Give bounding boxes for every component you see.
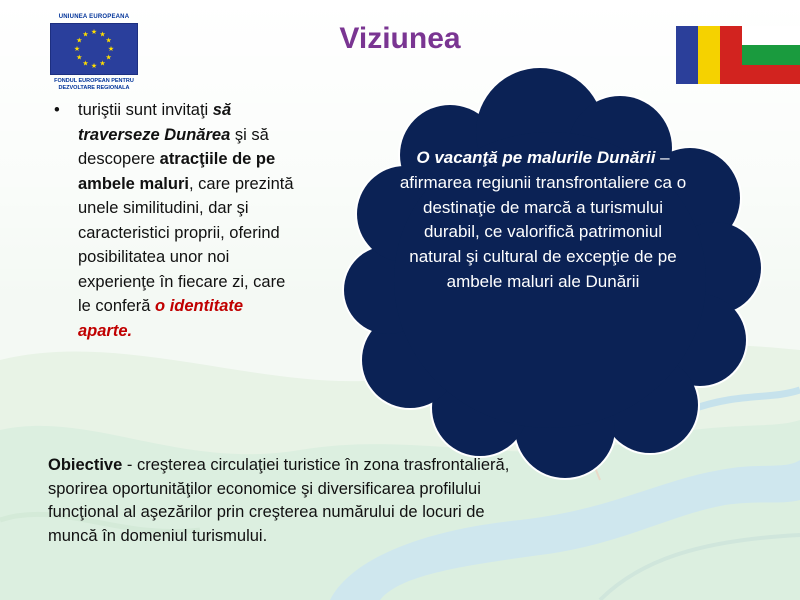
svg-text:★: ★	[99, 30, 106, 39]
eu-logo-bottom-line1: FONDUL EUROPEAN PENTRU	[54, 78, 134, 84]
svg-text:★: ★	[82, 30, 89, 39]
vision-statement	[398, 146, 688, 295]
bullet-text-1: turiştii sunt invitaţi	[78, 101, 213, 119]
objectives-paragraph	[48, 454, 518, 548]
bullet-text-6: o identitate aparte.	[78, 297, 244, 340]
bullet-icon: •	[54, 101, 60, 119]
svg-text:★: ★	[90, 28, 98, 36]
bullet-text-5: , care prezintă unele similitudini, dar şi caracteristici proprii, oferind posibilitatea unor noi experienţe în fiecare zi, care le conferă	[78, 174, 294, 315]
svg-text:★: ★	[105, 36, 112, 45]
svg-text:★: ★	[105, 53, 112, 62]
svg-text:★: ★	[73, 45, 81, 53]
vision-body: afirmarea regiunii transfrontaliere ca o destinaţie de marcă a turismului durabil, ce valorifică patrimoniul natural şi cultural de excepţie de pe ambele maluri ale Dunării	[399, 172, 687, 291]
bullet-text-2: să traverseze Dunărea	[78, 101, 232, 144]
svg-text:★: ★	[82, 59, 89, 68]
vision-dash: –	[655, 148, 670, 167]
vision-heading: O vacanţă pe malurile Dunării	[416, 148, 656, 167]
page-title: Viziunea	[339, 22, 461, 55]
svg-text:★: ★	[90, 62, 98, 70]
bullet-text-4: atracţiile de pe ambele maluri	[78, 150, 276, 193]
eu-logo-top-label: UNIUNEA EUROPEANA	[58, 14, 130, 20]
svg-text:★: ★	[107, 45, 115, 53]
svg-text:★: ★	[76, 36, 83, 45]
svg-text:★: ★	[99, 59, 106, 68]
objectives-text: - creşterea circulaţiei turistice în zona trasfrontalieră, sporirea oportunităţilor economice şi diversificarea profilului funcţional al aşezărilor prin creşterea numărului de locuri de muncă în domeniul turismului.	[48, 456, 510, 545]
svg-text:★: ★	[76, 53, 83, 62]
bullet-text-3: şi să descopere	[78, 125, 269, 168]
objectives-label: Obiective	[48, 456, 123, 474]
eu-logo-bottom-line2: DEZVOLTARE REGIONALA	[58, 85, 130, 91]
